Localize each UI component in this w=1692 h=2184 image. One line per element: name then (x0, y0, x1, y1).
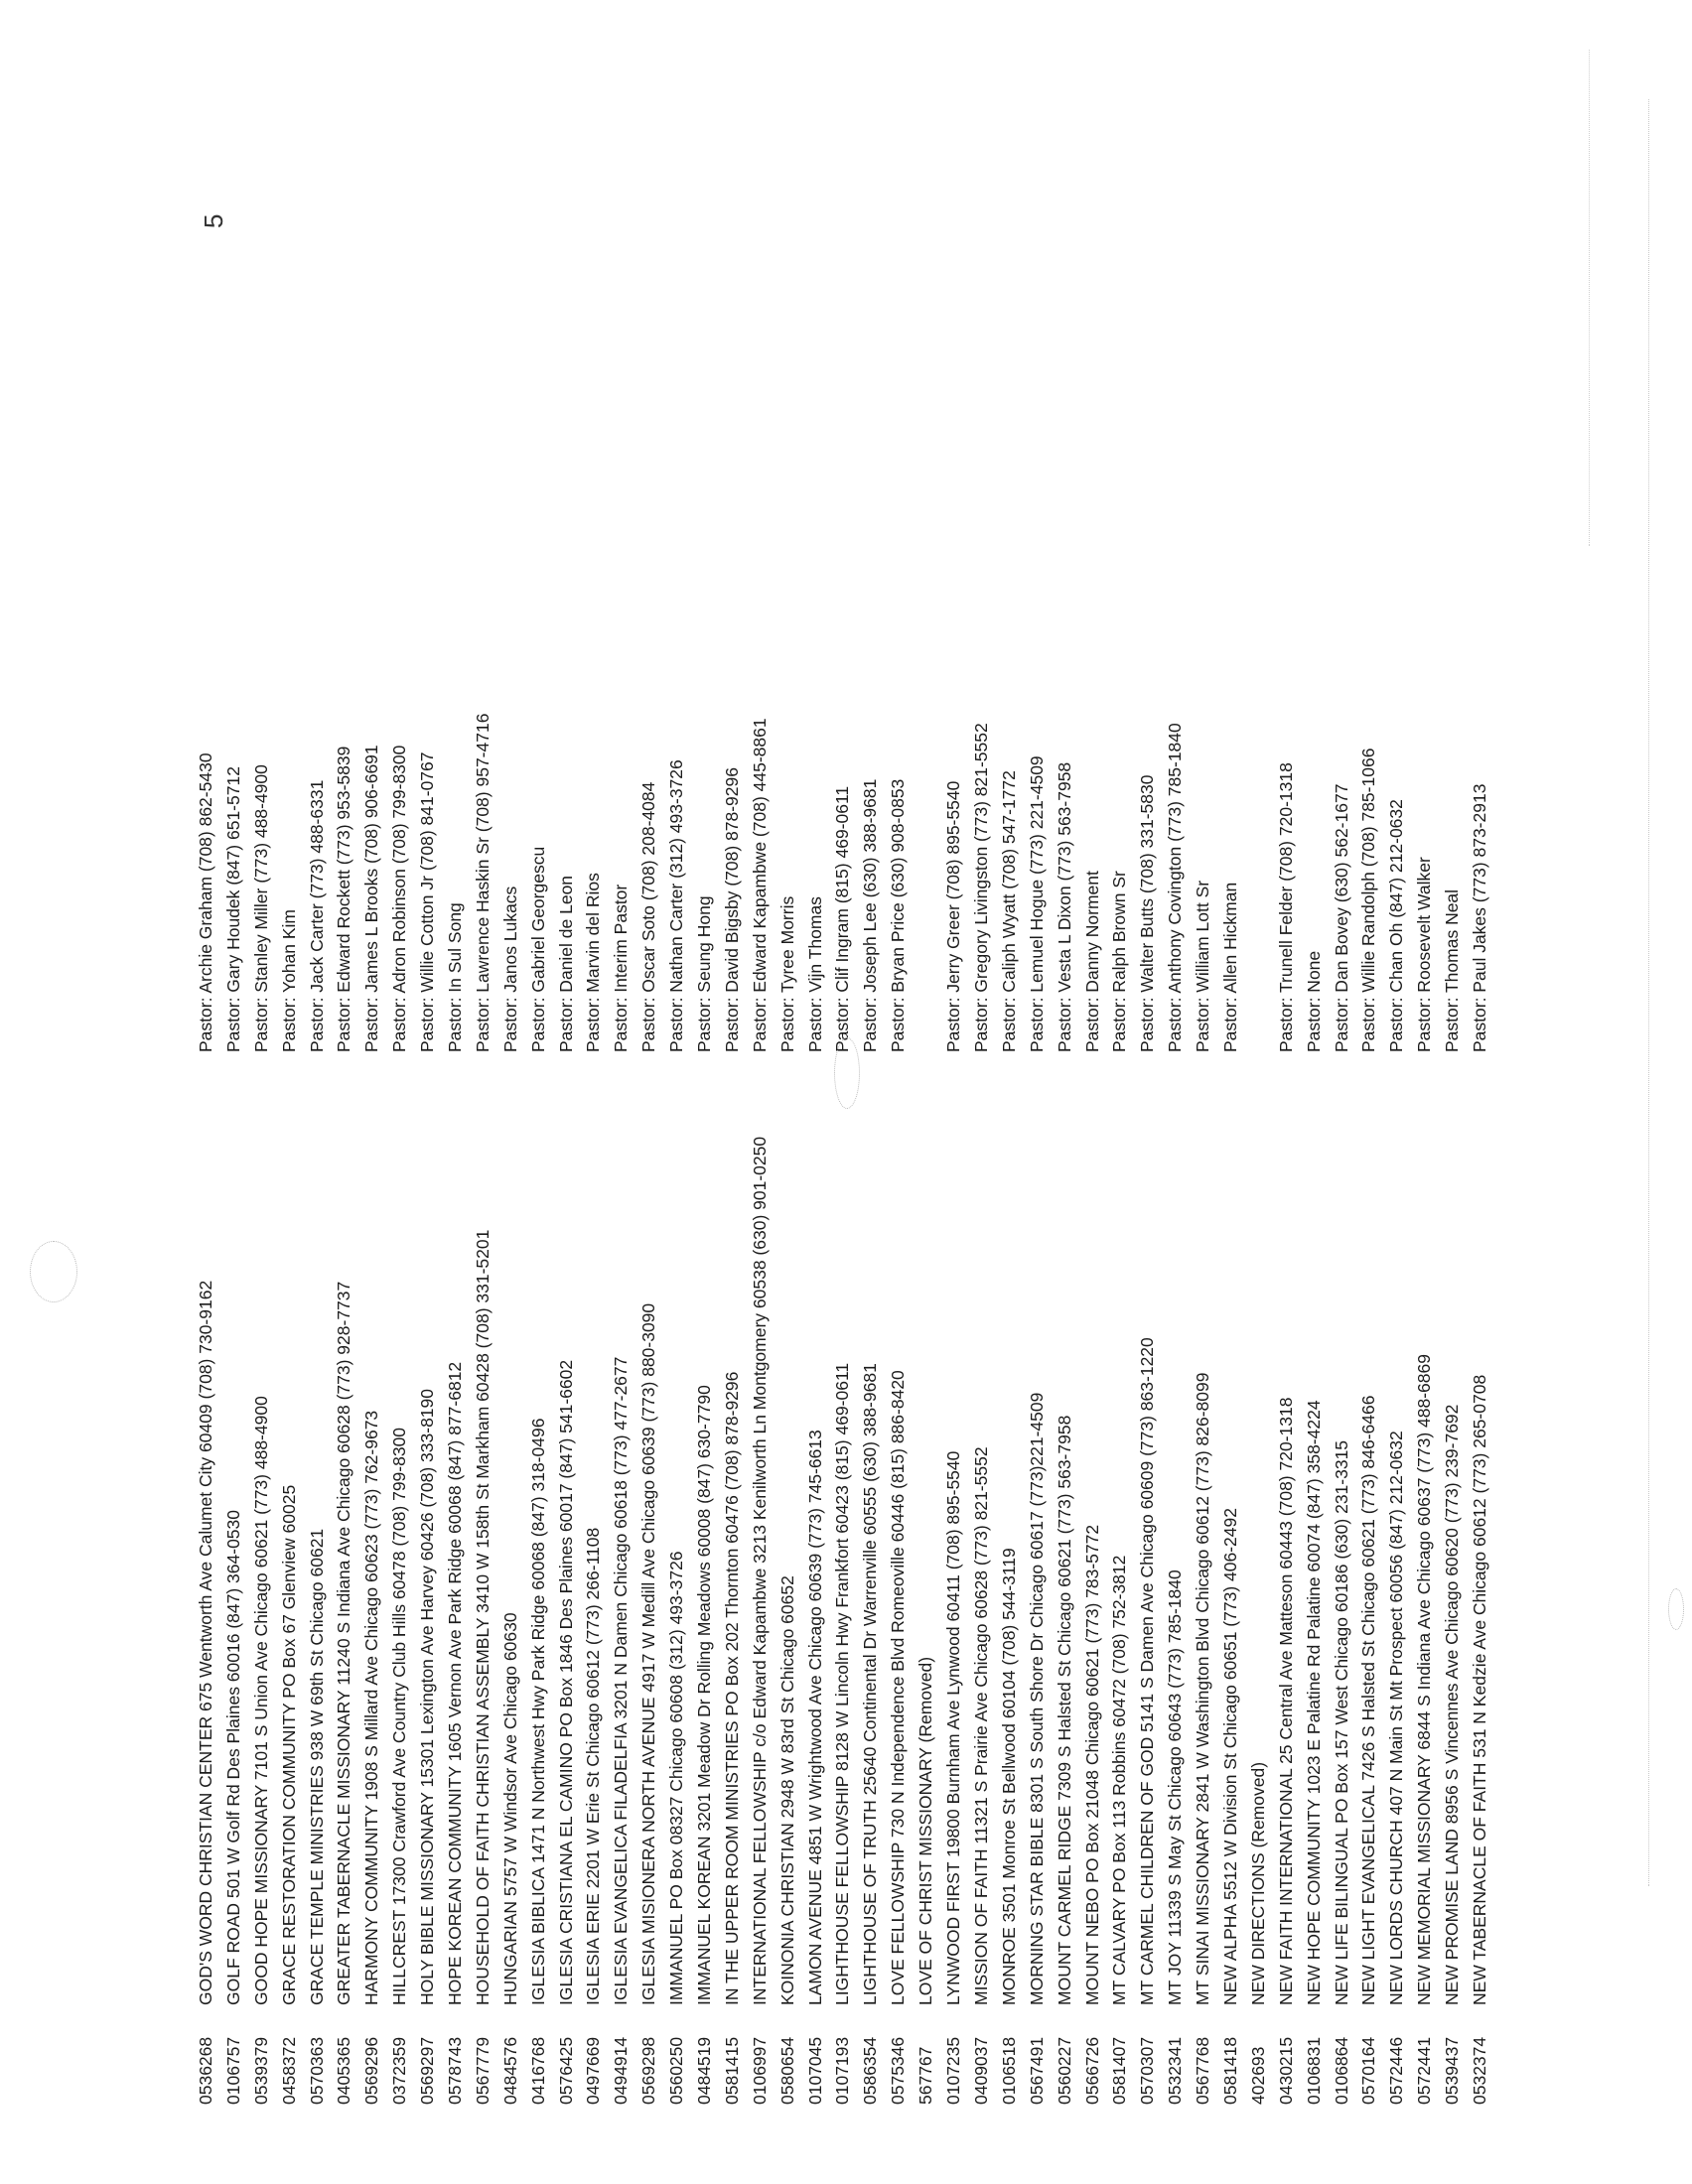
church-id: 0570363 (306, 2036, 327, 2105)
church-entry: INTERNATIONAL FELLOWSHIP c/o Edward Kapambwe 3213 Kenilworth Ln Montgomery 60538 (630) 901-0250 (749, 1136, 770, 2005)
pastor-info: Pastor: Clif Ingram (815) 469-0611 (832, 785, 853, 1052)
pastor-info: Pastor: None (1303, 950, 1324, 1052)
church-entry: IGLESIA CRISTIANA EL CAMINO PO Box 1846 Des Plaines 60017 (847) 541-6602 (555, 1359, 576, 2005)
church-listing (179, 119, 1489, 2105)
pastor-info: Pastor: Joseph Lee (630) 388-9681 (860, 778, 881, 1052)
church-id: 0586354 (860, 2036, 881, 2105)
entry-column (193, 1137, 1494, 2005)
church-id: 0536268 (196, 2036, 215, 2105)
pastor-info: Pastor: William Lott Sr (1193, 880, 1213, 1052)
pastor-info: Pastor: Seung Hong (694, 895, 715, 1052)
church-entry: MONROE 3501 Monroe St Bellwood 60104 (708) 544-3119 (998, 1548, 1019, 2005)
church-id: 0569297 (417, 2036, 438, 2105)
pastor-info: Pastor: Danny Norment (1081, 871, 1102, 1052)
church-id: 0532374 (1469, 2036, 1489, 2105)
pastor-info: Pastor: Adron Robinson (708) 799-8300 (389, 745, 410, 1052)
church-entry: MOUNT NEBO PO Box 21048 Chicago 60621 (773) 783-5772 (1081, 1524, 1102, 2005)
pastor-info: Pastor: Chan Oh (847) 212-0632 (1386, 799, 1407, 1052)
church-entry: NEW LORDS CHURCH 407 N Main St Mt Prospect 60056 (847) 212-0632 (1386, 1431, 1407, 2005)
pastor-info: Pastor: Gabriel Georgescu (527, 846, 548, 1052)
church-id: 0106518 (998, 2036, 1019, 2105)
church-entry: IGLESIA EVANGELICA FILADELFIA 3201 N Damen Chicago 60618 (773) 477-2677 (611, 1356, 632, 2005)
pastor-info: Pastor: Interim Pastor (611, 884, 632, 1052)
pastor-info: Pastor: Willie Randolph (708) 785-1066 (1358, 748, 1379, 1052)
pastor-info: Pastor: Lawrence Haskin Sr (708) 957-4716 (472, 713, 493, 1052)
pastor-info: Pastor: Lemuel Hogue (773) 221-4509 (1026, 755, 1047, 1052)
church-entry: MT SINAI MISSIONARY 2841 W Washington Blvd Chicago 60612 (773) 826-8099 (1193, 1372, 1213, 2005)
pastor-info: Pastor: Dan Bovey (630) 562-1677 (1331, 783, 1351, 1052)
scan-edge-line (1589, 50, 1590, 546)
church-entry: LIGHTHOUSE FELLOWSHIP 8128 W Lincoln Hwy Frankfort 60423 (815) 469-0611 (832, 1362, 853, 2005)
pastor-info (1245, 714, 1273, 1052)
church-entry: HUNGARIAN 5757 W Windsor Ave Chicago 60630 (499, 1612, 520, 2005)
pastor-info: Pastor: Walter Butts (708) 331-5830 (1137, 774, 1158, 1052)
pastor-info: Pastor: James L Brooks (708) 906-6691 (361, 745, 382, 1052)
church-id: 0567491 (1026, 2036, 1047, 2105)
pastor-info: Pastor: Tyree Morris (776, 895, 797, 1052)
church-entry: LOVE OF CHRIST MISSIONARY (Removed) (916, 1656, 936, 2005)
pastor-info: Pastor: Edward Kapambwe (708) 445-8861 (749, 718, 770, 1052)
church-entry: MISSION OF FAITH 11321 S Prairie Ave Chicago 60628 (773) 821-5552 (970, 1446, 991, 2005)
church-entry: HOUSEHOLD OF FAITH CHRISTIAN ASSEMBLY 3410 W 158th St Markham 60428 (708) 331-5201 (472, 1229, 493, 2005)
church-id: 0576425 (555, 2036, 576, 2105)
church-entry: MT JOY 11339 S May St Chicago 60643 (773) 785-1840 (1165, 1570, 1186, 2005)
pastor-info: Pastor: Jack Carter (773) 488-6331 (306, 779, 327, 1052)
church-id: 0405365 (334, 2036, 354, 2105)
punch-hole-mark (30, 1241, 77, 1302)
church-entry: NEW LIGHT EVANGELICAL 7426 S Halsted St Chicago 60621 (773) 846-6466 (1358, 1395, 1379, 2005)
church-entry: HOPE KOREAN COMMUNITY 1605 Vernon Ave Park Ridge 60068 (847) 877-6812 (445, 1361, 466, 2005)
pastor-info: Pastor: Daniel de Leon (555, 875, 576, 1052)
church-id: 0539379 (250, 2036, 271, 2105)
church-entry: NEW DIRECTIONS (Removed) (1247, 1761, 1268, 2005)
church-id: 0430215 (1275, 2036, 1296, 2105)
church-id: 402693 (1247, 2046, 1268, 2105)
church-id: 0106864 (1331, 2036, 1351, 2105)
punch-hole-mark (834, 1037, 860, 1109)
church-id: 0107235 (943, 2036, 964, 2105)
church-entry: NEW ALPHA 5512 W Division St Chicago 60651 (773) 406-2492 (1219, 1508, 1240, 2005)
id-column (193, 2037, 1494, 2105)
pastor-info: Pastor: Gregory Livingston (773) 821-5552 (970, 723, 991, 1052)
pastor-info: Pastor: Janos Lukacs (499, 886, 520, 1052)
church-id: 0106757 (222, 2036, 243, 2105)
church-entry: IGLESIA MISIONERA NORTH AVENUE 4917 W Medill Ave Chicago 60639 (773) 880-3090 (638, 1302, 659, 2005)
church-entry: HOLY BIBLE MISSIONARY 15301 Lexington Ave Harvey 60426 (708) 333-8190 (417, 1389, 438, 2005)
church-entry: LAMON AVENUE 4851 W Wrightwood Ave Chicago 60639 (773) 745-6613 (804, 1430, 825, 2005)
church-id: 0484519 (694, 2036, 715, 2105)
church-entry: NEW MEMORIAL MISSIONARY 6844 S Indiana Ave Chicago 60637 (773) 488-6869 (1414, 1354, 1435, 2005)
church-entry: KOINONIA CHRISTIAN 2948 W 83rd St Chicago 60652 (776, 1575, 797, 2005)
pastor-info: Pastor: Oscar Soto (708) 208-4084 (638, 781, 659, 1052)
church-id: 0581407 (1109, 2036, 1130, 2105)
church-entry: IMMANUEL KOREAN 3201 Meadow Dr Rolling Meadows 60008 (847) 630-7790 (694, 1385, 715, 2005)
church-entry: MORNING STAR BIBLE 8301 S South Shore Dr Chicago 60617 (773)221-4509 (1026, 1392, 1047, 2005)
church-id: 0107045 (804, 2036, 825, 2105)
church-id: 0560250 (666, 2036, 687, 2105)
pastor-info: Pastor: Caliph Wyatt (708) 547-1772 (998, 770, 1019, 1052)
church-id: 0409037 (970, 2036, 991, 2105)
church-entry: GRACE RESTORATION COMMUNITY PO Box 67 Glenview 60025 (278, 1484, 299, 2005)
church-entry: IN THE UPPER ROOM MINISTRIES PO Box 202 Thornton 60476 (708) 878-9296 (721, 1371, 742, 2005)
pastor-info: Pastor: Roosevelt Walker (1414, 857, 1435, 1052)
page-number: 5 (199, 211, 228, 228)
church-id: 0580654 (776, 2036, 797, 2105)
pastor-info: Pastor: David Bigsby (708) 878-9296 (721, 767, 742, 1052)
church-id: 0560227 (1054, 2036, 1074, 2105)
church-entry: IMMANUEL PO Box 08327 Chicago 60608 (312) 493-3726 (666, 1551, 687, 2005)
church-id: 0484576 (499, 2036, 520, 2105)
church-entry: GOOD HOPE MISSIONARY 7101 S Union Ave Chicago 60621 (773) 488-4900 (250, 1396, 271, 2005)
church-entry: NEW HOPE COMMUNITY 1023 E Palatine Rd Palatine 60074 (847) 358-4224 (1303, 1400, 1324, 2005)
church-id: 0581418 (1219, 2036, 1240, 2105)
pastor-column (193, 714, 1494, 1052)
church-id: 0566726 (1081, 2036, 1102, 2105)
church-id: 0581415 (721, 2036, 742, 2105)
church-id: 0570307 (1137, 2036, 1158, 2105)
pastor-info: Pastor: Thomas Neal (1442, 888, 1463, 1052)
pastor-info: Pastor: Edward Rockett (773) 953-5839 (334, 746, 354, 1052)
church-entry: GOD'S WORD CHRISTIAN CENTER 675 Wentworth Ave Calumet City 60409 (708) 730-9162 (196, 1280, 215, 2005)
church-id: 567767 (916, 2046, 936, 2105)
church-id: 0106997 (749, 2036, 770, 2105)
church-entry: GOLF ROAD 501 W Golf Rd Des Plaines 60016 (847) 364-0530 (222, 1510, 243, 2005)
church-id: 0569296 (361, 2036, 382, 2105)
pastor-info: Pastor: Jerry Greer (708) 895-5540 (943, 780, 964, 1052)
pastor-info: Pastor: Archie Graham (708) 862-5430 (196, 752, 215, 1052)
church-id: 0567779 (472, 2036, 493, 2105)
church-entry: NEW TABERNACLE OF FAITH 531 N Kedzie Ave Chicago 60612 (773) 265-0708 (1469, 1374, 1489, 2005)
church-id: 0539437 (1442, 2036, 1463, 2105)
punch-hole-mark (1668, 1588, 1684, 1630)
church-id: 0575346 (888, 2036, 909, 2105)
church-entry: HILLCREST 17300 Crawford Ave Country Club Hills 60478 (708) 799-8300 (389, 1427, 410, 2005)
church-entry: MOUNT CARMEL RIDGE 7309 S Halsted St Chicago 60621 (773) 563-7958 (1054, 1415, 1074, 2005)
church-entry: LOVE FELLOWSHIP 730 N Independence Blvd Romeoville 60446 (815) 886-8420 (888, 1370, 909, 2005)
church-entry: HARMONY COMMUNITY 1908 S Millard Ave Chicago 60623 (773) 762-9673 (361, 1410, 382, 2005)
pastor-info: Pastor: Nathan Carter (312) 493-3726 (666, 759, 687, 1052)
pastor-info: Pastor: Yohan Kim (278, 909, 299, 1052)
church-entry: IGLESIA ERIE 2201 W Erie St Chicago 60612 (773) 266-1108 (583, 1527, 604, 2005)
church-id: 0494914 (611, 2036, 632, 2105)
scan-edge-line (1648, 99, 1649, 1886)
church-entry: NEW FAITH INTERNATIONAL 25 Central Ave Matteson 60443 (708) 720-1318 (1275, 1397, 1296, 2005)
church-entry: NEW LIFE BILINGUAL PO Box 157 West Chicago 60186 (630) 231-3315 (1331, 1439, 1351, 2005)
pastor-info: Pastor: Gary Houdek (847) 651-5712 (222, 766, 243, 1052)
church-entry: NEW PROMISE LAND 8956 S Vincennes Ave Chicago 60620 (773) 239-7692 (1442, 1404, 1463, 2005)
pastor-info: Pastor: Vesta L Dixon (773) 563-7958 (1054, 761, 1074, 1052)
church-entry: IGLESIA BIBLICA 1471 N Northwest Hwy Park Ridge 60068 (847) 318-0496 (527, 1418, 548, 2005)
pastor-info: Pastor: Ralph Brown Sr (1109, 871, 1130, 1052)
church-entry: MT CARMEL CHILDREN OF GOD 5141 S Damen Ave Chicago 60609 (773) 863-1220 (1137, 1337, 1158, 2005)
church-entry: LIGHTHOUSE OF TRUTH 25640 Continental Dr Warrenville 60555 (630) 388-9681 (860, 1363, 881, 2005)
church-id: 0572441 (1414, 2036, 1435, 2105)
church-id: 0532341 (1165, 2036, 1186, 2105)
church-entry: LYNWOOD FIRST 19800 Burnham Ave Lynwood 60411 (708) 895-5540 (943, 1450, 964, 2005)
church-id: 0572446 (1386, 2036, 1407, 2105)
pastor-info: Pastor: Bryan Price (630) 908-0853 (888, 778, 909, 1052)
pastor-info: Pastor: Vijn Thomas (804, 896, 825, 1052)
pastor-info: Pastor: Marvin del Rios (583, 873, 604, 1052)
pastor-info: Pastor: Trunell Felder (708) 720-1318 (1275, 762, 1296, 1052)
church-id: 0416768 (527, 2036, 548, 2105)
church-id: 0569298 (638, 2036, 659, 2105)
church-id: 0578743 (445, 2036, 466, 2105)
church-entry: GRACE TEMPLE MINISTRIES 938 W 69th St Chicago 60621 (306, 1528, 327, 2005)
pastor-info: Pastor: In Sul Song (445, 902, 466, 1052)
pastor-info (913, 714, 940, 1052)
church-id: 0107193 (832, 2036, 853, 2105)
pastor-info: Pastor: Willie Cotton Jr (708) 841-0767 (417, 751, 438, 1052)
pastor-info: Pastor: Stanley Miller (773) 488-4900 (250, 764, 271, 1052)
church-id: 0458372 (278, 2036, 299, 2105)
pastor-info: Pastor: Allen Hickman (1219, 882, 1240, 1052)
church-entry: GREATER TABERNACLE MISSIONARY 11240 S Indiana Ave Chicago 60628 (773) 928-7737 (334, 1281, 354, 2005)
church-id: 0372359 (389, 2036, 410, 2105)
church-id: 0497669 (583, 2036, 604, 2105)
church-id: 0106831 (1303, 2036, 1324, 2105)
pastor-info: Pastor: Paul Jakes (773) 873-2913 (1469, 783, 1489, 1052)
church-id: 0567768 (1193, 2036, 1213, 2105)
pastor-info: Pastor: Anthony Covington (773) 785-1840 (1165, 723, 1186, 1052)
church-id: 0570164 (1358, 2036, 1379, 2105)
church-entry: MT CALVARY PO Box 113 Robbins 60472 (708) 752-3812 (1109, 1555, 1130, 2005)
